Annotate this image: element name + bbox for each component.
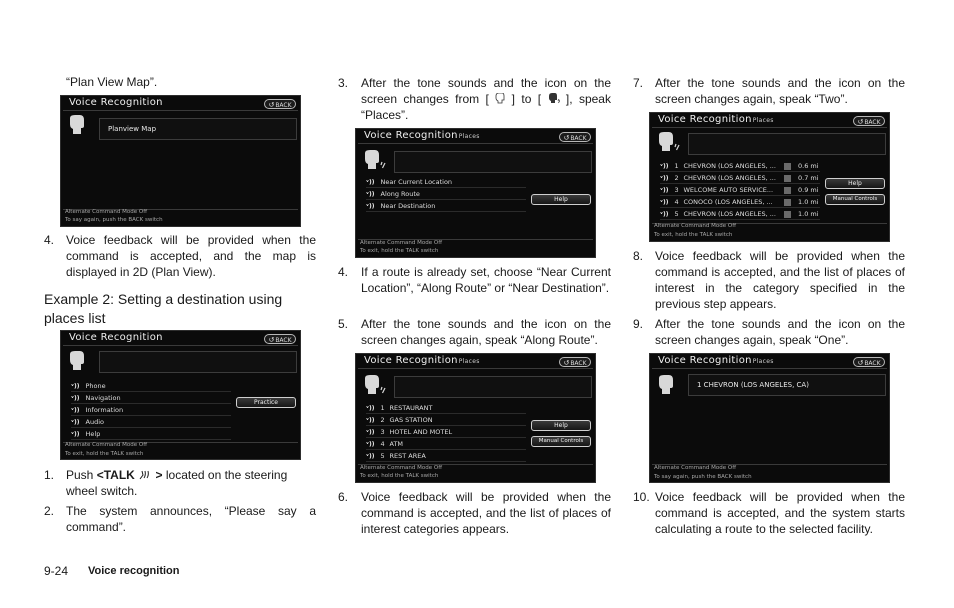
voice-icon: ᵛ)) xyxy=(366,453,375,460)
voice-icon: ᵛ)) xyxy=(366,179,375,186)
divider xyxy=(358,143,593,144)
speech-head-voice-icon xyxy=(362,374,386,396)
direction-icon xyxy=(784,175,791,182)
voice-icon: ᵛ)) xyxy=(660,175,669,182)
screen-subtitle: Places xyxy=(458,133,480,140)
step-number: 1. xyxy=(44,468,55,482)
menu-item-information[interactable]: ᵛ)) Information xyxy=(71,405,231,416)
voice-icon: ᵛ)) xyxy=(366,417,375,424)
voice-icon: ᵛ)) xyxy=(366,191,375,198)
place-item-1[interactable]: ᵛ)) 1 CHEVRON (LOS ANGELES, ... 0.6 mi xyxy=(660,162,819,170)
speech-head-icon xyxy=(656,374,676,396)
recognized-command-box xyxy=(688,133,886,155)
status-command-mode: Alternate Command Mode Off xyxy=(654,223,737,229)
step-number: 5. xyxy=(338,317,349,331)
back-button[interactable]: ↺BACK xyxy=(264,334,296,344)
place-item-2[interactable]: ᵛ)) 2 CHEVRON (LOS ANGELES, ... 0.7 mi xyxy=(660,174,819,182)
back-button[interactable]: ↺BACK xyxy=(853,116,885,126)
help-button[interactable]: Help xyxy=(825,178,885,189)
speech-head-icon xyxy=(495,93,505,104)
example-heading: Example 2: Setting a destination using places list xyxy=(44,291,283,326)
intro-quote: “Plan View Map”. xyxy=(66,75,158,89)
screen-title: Voice RecognitionPlaces xyxy=(364,130,480,141)
menu-item-along-route[interactable]: ᵛ)) Along Route xyxy=(366,189,526,200)
speech-head-voice-icon xyxy=(362,149,386,171)
voice-icon: ᵛ)) xyxy=(71,383,80,390)
step-7-text: After the tone sounds and the icon on the screen changes again, speak “Two”. xyxy=(655,76,905,106)
menu-item-hotel-and-motel[interactable]: ᵛ)) 3 HOTEL AND MOTEL xyxy=(366,427,526,438)
voice-icon: ᵛ)) xyxy=(366,429,375,436)
recognized-command-box xyxy=(688,374,886,396)
status-hint: To exit, hold the TALK switch xyxy=(360,248,439,254)
step-number: 10. xyxy=(633,490,650,504)
screen-title: Voice RecognitionPlaces xyxy=(658,114,774,125)
step-3-text: After the tone sounds and the icon on the screen changes from [ ] to [ ], speak “Places”. xyxy=(361,76,611,122)
help-button[interactable]: Help xyxy=(531,420,591,431)
back-button[interactable]: ↺BACK xyxy=(853,357,885,367)
divider xyxy=(652,127,887,128)
divider xyxy=(63,110,298,111)
status-hint: To exit, hold the TALK switch xyxy=(360,473,439,479)
voice-recognition-screen-places-list xyxy=(649,112,890,242)
step-number: 4. xyxy=(44,233,55,247)
back-button[interactable]: ↺BACK xyxy=(559,132,591,142)
voice-recognition-screen-selected xyxy=(649,353,890,483)
back-arrow-icon: ↺ xyxy=(563,359,570,367)
place-item-3[interactable]: ᵛ)) 3 WELCOME AUTO SERVICE... 0.9 mi xyxy=(660,186,819,194)
step-number: 2. xyxy=(44,504,55,518)
direction-icon xyxy=(784,199,791,206)
recognized-text: 1 CHEVRON (LOS ANGELES, CA) xyxy=(697,381,809,389)
back-arrow-icon: ↺ xyxy=(563,134,570,142)
section-title: Voice recognition xyxy=(88,565,180,577)
recognized-command-box xyxy=(99,118,297,140)
menu-item-help[interactable]: ᵛ)) Help xyxy=(71,429,231,440)
menu-item-rest-area[interactable]: ᵛ)) 5 REST AREA xyxy=(366,451,526,462)
status-hint: To exit, hold the TALK switch xyxy=(65,451,144,457)
status-command-mode: Alternate Command Mode Off xyxy=(360,465,443,471)
manual-controls-button[interactable]: Manual Controls xyxy=(531,436,591,447)
voice-icon: ᵛ)) xyxy=(366,405,375,412)
recognized-command-box xyxy=(394,376,592,398)
recognized-command-box xyxy=(394,151,592,173)
voice-icon: ᵛ)) xyxy=(660,199,669,206)
step-5-text: After the tone sounds and the icon on the screen changes again, speak “Along Route”. xyxy=(361,317,611,347)
menu-item-gas-station[interactable]: ᵛ)) 2 GAS STATION xyxy=(366,415,526,426)
step-1-text: Push <TALK > located on the steering wheel switch. xyxy=(66,468,288,498)
step-8-text: Voice feedback will be provided when the command is accepted, and the list of places of interest in the category specified in the previous step appears. xyxy=(655,249,905,311)
status-command-mode: Alternate Command Mode Off xyxy=(654,465,737,471)
voice-icon: ᵛ)) xyxy=(660,187,669,194)
menu-item-phone[interactable]: ᵛ)) Phone xyxy=(71,381,231,392)
voice-icon: ᵛ)) xyxy=(71,407,80,414)
status-hint: To say again, push the BACK switch xyxy=(65,217,163,223)
speech-head-voice-icon xyxy=(656,131,680,153)
menu-item-near-current-location[interactable]: ᵛ)) Near Current Location xyxy=(366,177,526,188)
back-arrow-icon: ↺ xyxy=(268,101,275,109)
screen-title: Voice Recognition xyxy=(69,97,163,108)
voice-recognition-screen-main xyxy=(60,330,301,460)
step-2-text: The system announces, “Please say a command”. xyxy=(66,504,316,534)
step-number: 3. xyxy=(338,76,349,90)
divider xyxy=(652,368,887,369)
back-button[interactable]: ↺BACK xyxy=(264,99,296,109)
back-arrow-icon: ↺ xyxy=(857,118,864,126)
step-6-text: Voice feedback will be provided when the command is accepted, and the list of places of interest categories appears. xyxy=(361,490,611,536)
divider xyxy=(63,345,298,346)
talk-switch-icon xyxy=(138,469,152,480)
voice-icon: ᵛ)) xyxy=(71,419,80,426)
voice-icon: ᵛ)) xyxy=(71,431,80,438)
page-number: 9-24 xyxy=(44,564,69,578)
menu-item-navigation[interactable]: ᵛ)) Navigation xyxy=(71,393,231,404)
voice-icon: ᵛ)) xyxy=(71,395,80,402)
voice-icon: ᵛ)) xyxy=(660,163,669,170)
voice-recognition-screen-categories xyxy=(355,353,596,483)
step-number: 4. xyxy=(338,265,349,279)
direction-icon xyxy=(784,211,791,218)
step-4-text: If a route is already set, choose “Near Current Location”, “Along Route” or “Near Destination”. xyxy=(361,265,611,295)
divider xyxy=(358,368,593,369)
step-9-text: After the tone sounds and the icon on the screen changes again, speak “One”. xyxy=(655,317,905,347)
direction-icon xyxy=(784,163,791,170)
screen-title: Voice RecognitionPlaces xyxy=(364,355,480,366)
screen-title: Voice RecognitionPlaces xyxy=(658,355,774,366)
speech-head-icon xyxy=(67,114,87,136)
manual-controls-button[interactable]: Manual Controls xyxy=(825,194,885,205)
speech-head-voice-icon xyxy=(548,93,560,104)
screen-subtitle: Places xyxy=(752,358,774,365)
status-command-mode: Alternate Command Mode Off xyxy=(65,442,148,448)
voice-icon: ᵛ)) xyxy=(366,441,375,448)
status-command-mode: Alternate Command Mode Off xyxy=(360,240,443,246)
speech-head-icon xyxy=(67,350,87,372)
practice-button[interactable]: Practice xyxy=(236,397,296,408)
menu-item-atm[interactable]: ᵛ)) 4 ATM xyxy=(366,439,526,450)
recognized-command-box xyxy=(99,351,297,373)
back-button[interactable]: ↺BACK xyxy=(559,357,591,367)
screen-subtitle: Places xyxy=(752,117,774,124)
voice-icon: ᵛ)) xyxy=(366,203,375,210)
direction-icon xyxy=(784,187,791,194)
step-number: 6. xyxy=(338,490,349,504)
screen-subtitle: Places xyxy=(458,358,480,365)
back-arrow-icon: ↺ xyxy=(857,359,864,367)
voice-recognition-screen-planview xyxy=(60,95,301,227)
menu-item-restaurant[interactable]: ᵛ)) 1 RESTAURANT xyxy=(366,403,526,414)
recognized-text: Planview Map xyxy=(108,125,157,133)
place-item-4[interactable]: ᵛ)) 4 CONOCO (LOS ANGELES, ... 1.0 mi xyxy=(660,198,819,206)
step-number: 7. xyxy=(633,76,644,90)
status-hint: To say again, push the BACK switch xyxy=(654,474,752,480)
step-4-text: Voice feedback will be provided when the command is accepted, and the map is displayed in 2D (Plan View). xyxy=(66,233,316,279)
place-item-5[interactable]: ᵛ)) 5 CHEVRON (LOS ANGELES, ... 1.0 mi xyxy=(660,210,819,218)
back-arrow-icon: ↺ xyxy=(268,336,275,344)
voice-recognition-screen-places xyxy=(355,128,596,258)
status-command-mode: Alternate Command Mode Off xyxy=(65,209,148,215)
menu-item-near-destination[interactable]: ᵛ)) Near Destination xyxy=(366,201,526,212)
voice-icon: ᵛ)) xyxy=(660,211,669,218)
status-hint: To exit, hold the TALK switch xyxy=(654,232,733,238)
step-number: 9. xyxy=(633,317,644,331)
screen-title: Voice Recognition xyxy=(69,332,163,343)
help-button[interactable]: Help xyxy=(531,194,591,205)
step-10-text: Voice feedback will be provided when the command is accepted, and the system starts calculating a route to the selected facility. xyxy=(655,490,905,536)
menu-item-audio[interactable]: ᵛ)) Audio xyxy=(71,417,231,428)
step-number: 8. xyxy=(633,249,644,263)
